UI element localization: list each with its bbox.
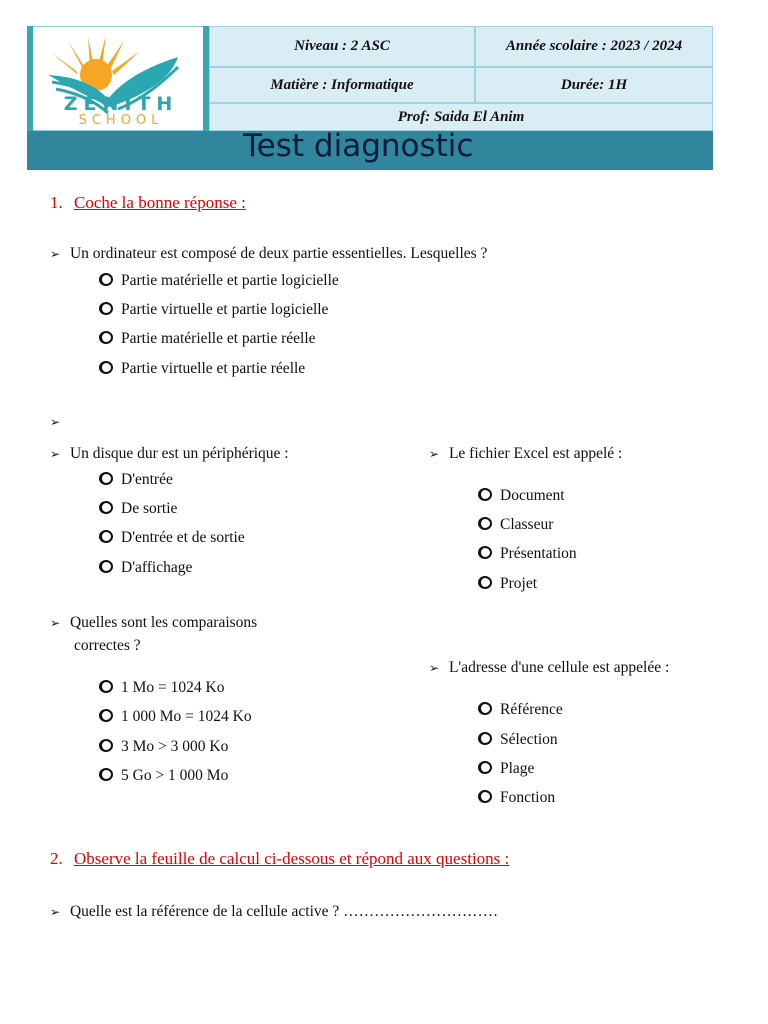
section1-heading: Coche la bonne réponse : — [74, 193, 246, 212]
section2-number: 2. — [50, 849, 63, 868]
radio-circle-icon[interactable] — [99, 331, 113, 344]
q1-option-1[interactable]: Partie matérielle et partie logicielle — [99, 272, 339, 290]
question-5 — [429, 656, 669, 680]
radio-circle-icon[interactable] — [478, 702, 492, 715]
question-5-text: L'adresse d'une cellule est appelée : — [448, 659, 670, 676]
radio-circle-icon[interactable] — [99, 501, 113, 514]
prof-cell: Prof: Saida El Anim — [209, 103, 713, 131]
q1-option-3[interactable]: Partie matérielle et partie réelle — [99, 330, 316, 348]
duree-cell: Durée: 1H — [475, 67, 713, 103]
q1-option-2[interactable]: Partie virtuelle et partie logicielle — [99, 301, 328, 319]
section2-question-1 — [50, 900, 498, 924]
radio-circle-icon[interactable] — [99, 302, 113, 315]
section2-heading: Observe la feuille de calcul ci-dessous et répond aux questions : — [74, 849, 510, 868]
logo-left-stripe — [27, 26, 33, 131]
arrow-bullet-icon: ➢ — [50, 247, 61, 261]
radio-circle-icon[interactable] — [99, 560, 113, 573]
q2-option-1[interactable]: D'entrée — [99, 471, 173, 489]
q2-option-4[interactable]: D'affichage — [99, 559, 192, 577]
q3-option-3[interactable]: 3 Mo > 3 000 Ko — [99, 738, 228, 756]
q5-option-3[interactable]: Plage — [478, 760, 534, 778]
question-2-text: Un disque dur est un périphérique : — [69, 445, 289, 462]
radio-circle-icon[interactable] — [99, 472, 113, 485]
q1-option-4[interactable]: Partie virtuelle et partie réelle — [99, 360, 305, 378]
arrow-bullet-icon: ➢ — [50, 616, 61, 630]
logo-text-main: ZENITH — [63, 93, 179, 115]
question-4-text: Le fichier Excel est appelé : — [448, 445, 623, 462]
q2-option-3[interactable]: D'entrée et de sortie — [99, 529, 245, 547]
question-3-text-line1: Quelles sont les comparaisons — [69, 614, 258, 631]
arrow-bullet-icon: ➢ — [50, 447, 61, 461]
q3-option-4[interactable]: 5 Go > 1 000 Mo — [99, 767, 228, 785]
q2-option-2[interactable]: De sortie — [99, 500, 177, 518]
q3-option-1[interactable]: 1 Mo = 1024 Ko — [99, 679, 224, 697]
q4-option-1[interactable]: Document — [478, 487, 565, 505]
question-4 — [429, 442, 622, 466]
question-1-text: Un ordinateur est composé de deux partie essentielles. Lesquelles ? — [69, 245, 488, 262]
radio-circle-icon[interactable] — [478, 546, 492, 559]
radio-circle-icon[interactable] — [478, 790, 492, 803]
q3-option-2[interactable]: 1 000 Mo = 1024 Ko — [99, 708, 252, 726]
q4-option-3[interactable]: Présentation — [478, 545, 577, 563]
empty-bullet — [50, 410, 60, 434]
radio-circle-icon[interactable] — [99, 273, 113, 286]
radio-circle-icon[interactable] — [478, 488, 492, 501]
radio-circle-icon[interactable] — [99, 530, 113, 543]
matiere-cell: Matière : Informatique — [209, 67, 475, 103]
section2-question-1-text: Quelle est la référence de la cellule active ? ………………………… — [69, 903, 499, 920]
radio-circle-icon[interactable] — [99, 768, 113, 781]
radio-circle-icon[interactable] — [478, 732, 492, 745]
page-title: Test diagnostic — [243, 128, 474, 164]
q5-option-1[interactable]: Référence — [478, 701, 563, 719]
q5-option-2[interactable]: Sélection — [478, 731, 558, 749]
q4-option-4[interactable]: Projet — [478, 575, 537, 593]
annee-cell: Année scolaire : 2023 / 2024 — [475, 26, 713, 67]
q4-option-2[interactable]: Classeur — [478, 516, 553, 534]
arrow-bullet-icon: ➢ — [429, 661, 440, 675]
q5-option-4[interactable]: Fonction — [478, 789, 555, 807]
radio-circle-icon[interactable] — [99, 680, 113, 693]
radio-circle-icon[interactable] — [99, 709, 113, 722]
logo-text-sub: SCHOOL — [78, 113, 164, 128]
arrow-bullet-icon: ➢ — [50, 905, 61, 919]
question-1 — [50, 242, 487, 266]
radio-circle-icon[interactable] — [478, 517, 492, 530]
niveau-cell: Niveau : 2 ASC — [209, 26, 475, 67]
question-3 — [50, 611, 257, 635]
arrow-bullet-icon: ➢ — [50, 415, 61, 429]
radio-circle-icon[interactable] — [99, 361, 113, 374]
radio-circle-icon[interactable] — [99, 739, 113, 752]
section1-number: 1. — [50, 193, 63, 212]
arrow-bullet-icon: ➢ — [429, 447, 440, 461]
radio-circle-icon[interactable] — [478, 576, 492, 589]
radio-circle-icon[interactable] — [478, 761, 492, 774]
question-3-text-line2: correctes ? — [74, 637, 141, 654]
question-2 — [50, 442, 289, 466]
